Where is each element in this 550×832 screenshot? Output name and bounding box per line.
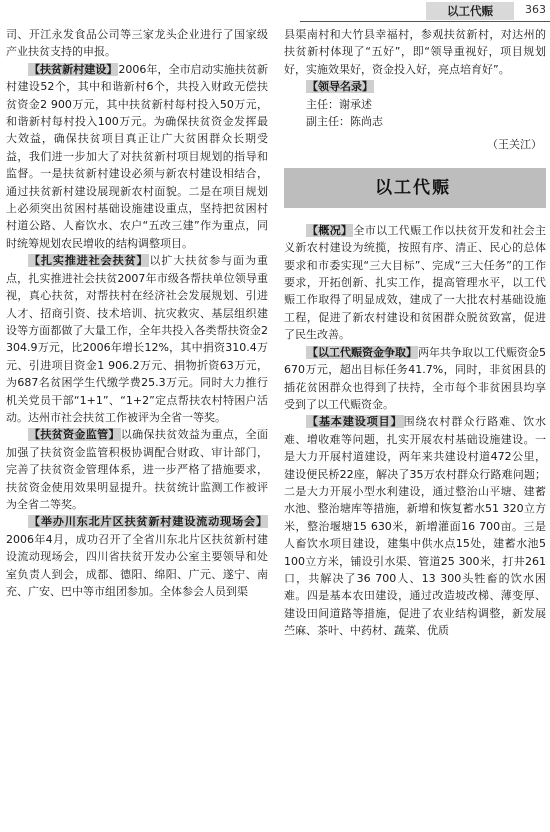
- paragraph-text: 以确保扶贫效益为重点，全面加强了扶贫资金监管积极协调配合财政、审计部门，完善了扶贫资金管理体系，进一步严格了措施要求，扶贫资金使用效果明显提升。扶贫统计监测工作被评为全省二等奖。: [6, 428, 268, 511]
- paragraph: [6, 513, 268, 600]
- paragraph-text: 县渠南村和大竹县幸福村，参观扶贫新村，对达州的扶贫新村体现了“五好”，即“领导重视好，项目规划好，实施效果好，资金投入好，亮点培育好”。: [284, 28, 546, 76]
- paragraph: [6, 61, 268, 252]
- right-bottom-text: [284, 222, 546, 640]
- paragraph-text: 全市以工代赈工作以扶贫开发和社会主义新农村建设为统揽，按照有序、清正、民心的总体要求和市委实现“三大目标”、完成“三大任务”的工作要求，开拓创新、扎实工作，提高管理水平，以工代赈工作取得了明显成效，建成了一大批农村基础设施工程，促进了新农村建设和贫困群众脱贫致富，促进了民生改善。: [284, 223, 546, 342]
- paragraph: [284, 78, 546, 95]
- paragraph: [6, 26, 268, 61]
- paragraph-text: 两年共争取以工代赈资金5 670万元，超出目标任务41.7%，同时，非贫困县的插花贫困群众也得到了扶持，全市每个非贫困县均享受到了以工代赈资金。: [284, 345, 546, 411]
- paragraph-text: 围绕农村群众行路难、饮水难、增收难等问题，扎实开展农村基础设施建设。一是大力开展村道建设，两年来共建设村道472公里，建设便民桥22座，解决了35万农村群众行路难问题；二是大力开展小型水利建设，通过整治山平塘、建蓄水池、整治塘库等措施，新增和恢复蓄水51 320立方米，整治堰塘15 630米，新增灌面16 700亩。三是人畜饮水项目建设，建集中供水点15处，建蓄水池5 100立方米，铺设引水渠、管道25 300米，打井261口，共解决了36 700人、13 300头牲畜的饮水困难。四是基本农田建设，通过改造坡改梯、薄变厚、建设田间道路等措施，促进了农业结构调整，新发展苎麻、茶叶、中药材、蔬菜、优质: [284, 415, 546, 638]
- section-heading-tag: 【领导名录】: [307, 80, 373, 94]
- paragraph: [6, 426, 268, 513]
- director-entry: 主任：谢承述: [306, 97, 372, 111]
- paragraph: [284, 413, 546, 639]
- author-signature: （王关江）: [487, 138, 542, 152]
- deputy-director-entry: 副主任：陈尚志: [306, 115, 383, 129]
- section-heading-tag: 【扶贫资金监管】: [29, 428, 120, 442]
- section-heading-tag: 【扶贫新村建设】: [29, 62, 118, 76]
- paragraph: [284, 344, 546, 414]
- section-title: 以工代赈: [284, 168, 546, 208]
- paragraph: [6, 252, 268, 426]
- running-header-section: 以工代赈: [426, 2, 514, 20]
- section-heading-tag: 【概况】: [307, 223, 353, 237]
- paragraph-text: 2006年，全市启动实施扶贫新村建设52个，其中和谐新村6个，共投入财政无偿扶贫资金2 900万元，其中扶贫新村每村投入50万元，和谐新村每村投入100万元。为确保扶贫资金发挥最大效益，确保扶贫项目真正让广大贫困群众长期受益，我们进一步加大了对扶贫新村项目规划的指导和监督。一是扶贫新村建设必须与新农村建设相结合，通过扶贫新村建设展现新农村面貌。二是在项目规划上必须突出贫困村基础设施建设重点，坚持把贫困村村道公路、人畜饮水、农户“五改三建”作为重点，同时统筹规划农民增收的结构调整项目。: [6, 62, 268, 250]
- page-header: [0, 0, 550, 24]
- right-column: [284, 26, 546, 832]
- right-top-text: [284, 26, 546, 96]
- paragraph-text: 2006年4月，成功召开了全省川东北片区扶贫新村建设流动现场会，四川省扶贫开发办公室主要领导和处室负责人到会，成都、德阳、绵阳、广元、遂宁、南充、广安、巴中等市组团参加。全体参会人员到渠: [6, 532, 268, 598]
- section-heading-tag: 【基本建设项目】: [307, 415, 403, 429]
- paragraph-text: 司、开江永发食品公司等三家龙头企业进行了国家级产业扶贫支持的申报。: [6, 28, 268, 59]
- header-rule: [300, 21, 550, 22]
- paragraph: [284, 26, 546, 78]
- section-heading-tag: 【以工代赈资金争取】: [307, 345, 417, 359]
- section-heading-tag: 【举办川东北片区扶贫新村建设流动现场会】: [29, 515, 267, 529]
- left-column: [6, 26, 268, 832]
- paragraph-text: 以扩大扶贫参与面为重点，扎实推进社会扶贫2007年市级各帮扶单位领导重视，真心扶贫，对帮扶村在经济社会发展规划、引进人才、招商引资、技术培训、抗灾救灾、基层组织建设等方面都做了大量工作，全年共投入各类帮扶资金2 304.9万元，比2006年增长12%，其中捐资310.4万元、引进项目资金1 906.2万元、捐物折资63万元，为687名贫困学生代缴学费25.3万元。同时大力推行机关党员干部“1+1”、“1+2”定点帮扶农村特困户活动。达州市社会扶贫工作被评为全省一等奖。: [6, 254, 268, 424]
- page-number: 363: [525, 3, 546, 16]
- section-heading-tag: 【扎实推进社会扶贫】: [29, 254, 149, 268]
- paragraph: [284, 222, 546, 344]
